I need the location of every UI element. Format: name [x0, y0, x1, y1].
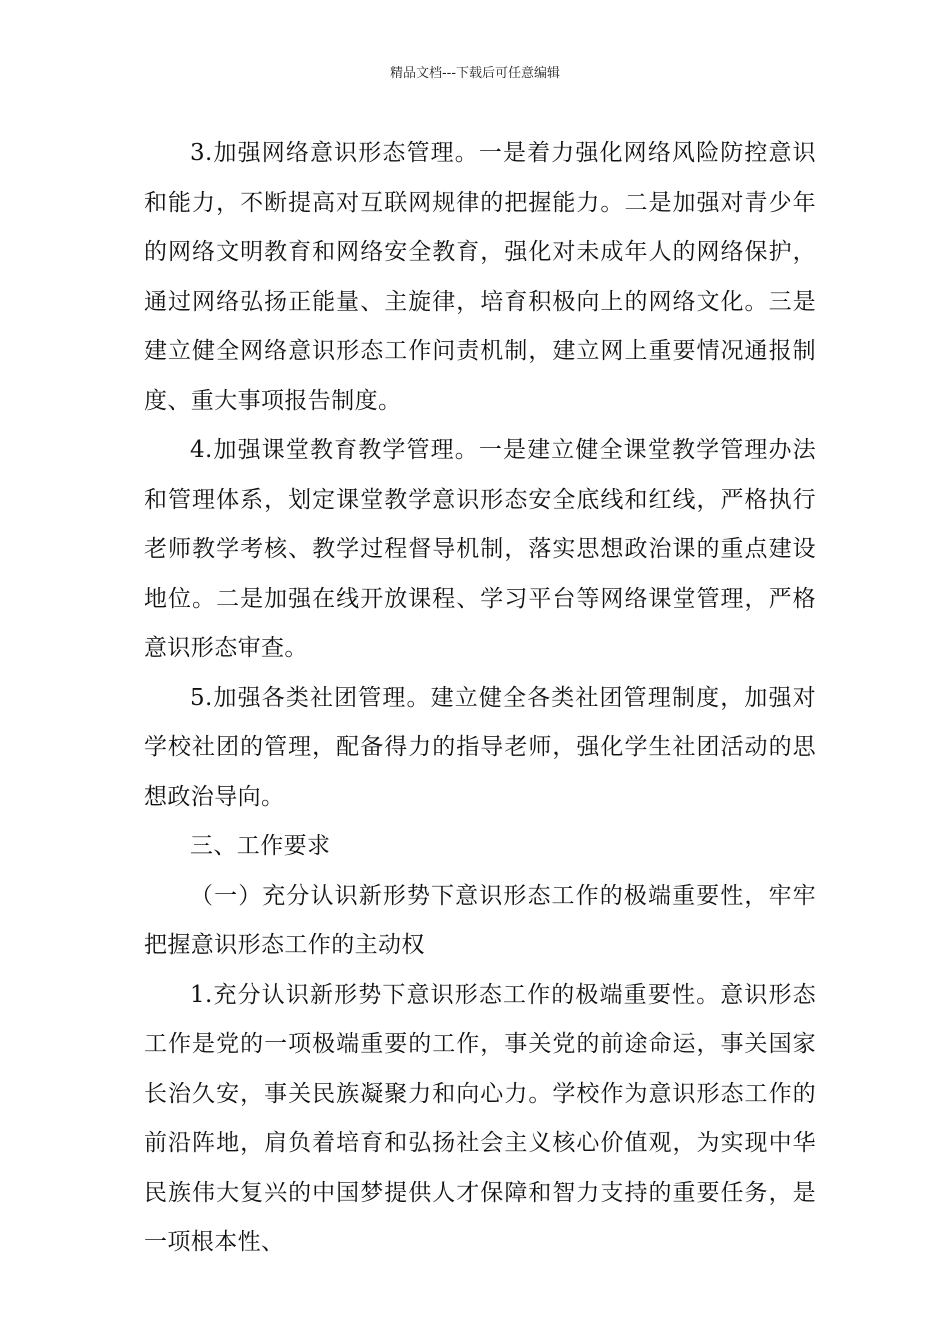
section-heading-work-requirements: 三、工作要求: [190, 833, 331, 859]
paragraph-network-ideology: 3.加强网络意识形态管理。一是着力强化网络风险防控意识和能力，不断提高对互联网规律的把握能力。二是加强对青少年的网络文明教育和网络安全教育，强化对未成年人的网络保护，通过网络弘扬正能量、主旋律，培育积极向上的网络文化。三是建立健全网络意识形态工作问责机制，建立网上重要情况通报制度、重大事项报告制度。: [144, 140, 816, 414]
paragraph-importance: 1.充分认识新形势下意识形态工作的极端重要性。意识形态工作是党的一项极端重要的工作，事关党的前途命运，事关国家长治久安，事关民族凝聚力和向心力。学校作为意识形态工作的前沿阵地，肩负着培育和弘扬社会主义核心价值观，为实现中华民族伟大复兴的中国梦提供人才保障和智力支持的重要任务，是一项根本性、: [144, 981, 816, 1255]
subsection-heading-one: （一）充分认识新形势下意识形态工作的极端重要性，牢牢把握意识形态工作的主动权: [144, 882, 816, 958]
document-body: [144, 129, 816, 1268]
paragraph-classroom-teaching: 4.加强课堂教育教学管理。一是建立健全课堂教学管理办法和管理体系，划定课堂教学意识形态安全底线和红线，严格执行老师教学考核、教学过程督导机制，落实思想政治课的重点建设地位。二是加强在线开放课程、学习平台等网络课堂管理，严格意识形态审查。: [144, 437, 816, 661]
page-header: 精品文档---下载后可任意编辑: [389, 66, 561, 81]
paragraph-student-clubs: 5.加强各类社团管理。建立健全各类社团管理制度，加强对学校社团的管理，配备得力的指导老师，强化学生社团活动的思想政治导向。: [144, 684, 816, 810]
